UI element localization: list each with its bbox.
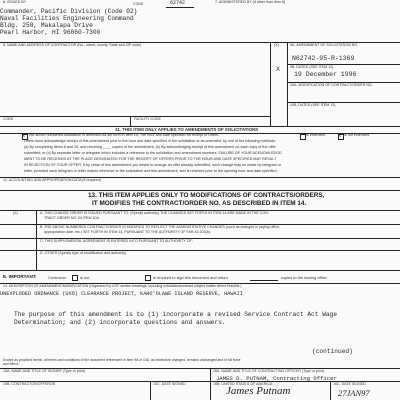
continued-note: (continued): [312, 348, 353, 355]
facility-code-label: FACILITY CODE: [134, 117, 161, 121]
item-11-body-4: MENT TO BE RECEIVED AT THE PLACE DESIGNATED FOR THE RECEIPT OF OFFERS PRIOR TO THE HOUR AND DATE SPECIFIED MAY RESULT: [24, 157, 277, 161]
item-13-x-label: (X): [13, 211, 18, 215]
project-title: UNEXPLODED ORDNANCE (UXO) CLEARANCE PROJECT, KAHO'OLAWE ISLAND RESERVE, HAWAII: [0, 291, 243, 297]
contractor-word: Contractor: [48, 275, 67, 280]
administered-by-label: 7. ADMINISTERED BY (If other than Item 6): [215, 0, 286, 4]
x-column-label: (X): [274, 43, 279, 47]
copies-tail-label: copies to the issuing office.: [281, 275, 328, 280]
item-11-line-1: The above numbered solicitation is amended as set forth in Item 14. The hour and date specified for receipt of Offers: [28, 133, 219, 137]
united-states-label: 16B. UNITED STATES OF AMERICA: [213, 382, 273, 386]
item-13-d-label: D. OTHER (Specify type of modification and authority): [40, 251, 127, 255]
item-11-body-3: submitted; or (c) By separate letter or telegram which includes a reference to the solicitation and amendment numbers. FAILURE OF YOUR ACKNOWLEDGE-: [24, 151, 283, 155]
item-11-body-5: IN REJECTION OF YOUR OFFER. If by virtue of this amendment you desire to change an offer already submitted, such change may be made by telegram or: [24, 163, 282, 167]
item-11-body-6: letter, provided each telegram or letter makes reference to the solicitation and this amendment, and is received prior to the opening hour and date specified.: [24, 169, 278, 173]
amendment-x-mark: X: [276, 67, 281, 73]
purpose-line-2: Determination; and (2) incorporate questions and answers.: [14, 319, 226, 326]
item-13-a-label-2: TRACT ORDER NO. IN ITEM 10A.: [44, 216, 100, 220]
is-extended-label: is extended,: [306, 133, 326, 137]
issued-by-line-4: Pearl Harbor, HI 96860-7300: [0, 29, 101, 36]
item-13-a-label: A. THIS CHANGE ORDER IS ISSUED PURSUANT TO: (Specify authority) THE CHANGES SET FORTH IN ITEM 14 ARE MADE IN THE CON-: [40, 211, 269, 215]
contractor-date-signed-label: 15C. DATE SIGNED: [153, 382, 186, 386]
purpose-line-1: The purpose of this amendment is to (1) incorporate a revised Service Contract Act Wage: [14, 311, 338, 318]
contractor-label: 8. NAME AND ADDRESS OF CONTRACTOR (No., street, county, State and ZIP code): [3, 43, 142, 47]
dated-label: 9B. DATED (SEE ITEM 11): [290, 65, 334, 69]
modification-dated-label: 10B. DATED (SEE ITEM 13): [290, 103, 336, 107]
except-line-2: and effect.: [3, 362, 19, 366]
issued-by-code: 62742: [170, 0, 186, 6]
except-line-1: Except as provided herein, all terms and conditions of the document referenced in Item 9A or 10A, as heretofore changed, remains unchanged and in full force: [3, 358, 241, 362]
issued-by-code-label: CODE: [133, 2, 144, 6]
is-required-checkbox[interactable]: [145, 275, 151, 281]
item-14-label: 14. DESCRIPTION OF AMENDMENT/MODIFICATION (Organized by UCF section headings, including solicitation/contract subject matter where feasible.): [3, 284, 242, 288]
amendment-solicitation-label: 9A. AMENDMENT OF SOLICITATION NO.: [290, 43, 359, 47]
item-13-c-label: C. THIS SUPPLEMENTAL AGREEMENT IS ENTERED INTO PURSUANT TO AUTHORITY OF:: [40, 239, 193, 243]
issued-by-line-1: Commander, Pacific Division (Code 02): [0, 8, 138, 15]
issued-by-line-2: Naval Facilities Engineering Command: [0, 15, 134, 22]
item-13-b-label-2: appropriation date, etc.) SET FORTH IN ITEM 14, PURSUANT TO THE AUTHORITY OF FAR 43.103(b).: [44, 230, 211, 234]
officer-date-signed-label: 16C. DATE SIGNED: [333, 382, 366, 386]
item-13-heading-2: IT MODIFIES THE CONTRACT/ORDER NO. AS DESCRIBED IN ITEM 14.: [92, 200, 307, 207]
contracting-officer-name: JAMES D. PUTNAM, Contracting Officer: [216, 375, 337, 382]
officer-signature: James Putnam: [226, 385, 291, 397]
amended-checkbox-mark: X: [22, 132, 26, 138]
item-11-body-1: Offers must acknowledge receipt of this amendment prior to the hour and date specified in the solicitation or as amended, by one of the following methods:: [24, 139, 276, 143]
is-required-label: is required to sign this document and return: [153, 275, 228, 280]
issued-by-label: 6. ISSUED BY: [3, 0, 27, 4]
modification-label: 10A. MODIFICATION OF CONTRACT/ORDER NO.: [290, 83, 373, 87]
item-12-label: 12. ACCOUNTING AND APPROPRIATION DATA (If required): [3, 178, 101, 182]
officer-date-signed: 27JAN97: [338, 388, 370, 398]
issued-by-line-3: Bldg. 258, Makalapa Drive: [0, 22, 93, 29]
is-not-checkbox[interactable]: [72, 275, 78, 281]
signer-name-label: 15A. NAME AND TITLE OF SIGNER (Type or print): [3, 369, 86, 373]
contractor-code-label: CODE: [3, 117, 14, 121]
dated-value: 19 December 1996: [294, 71, 357, 78]
item-13-b-label: B. THE ABOVE NUMBERED CONTRACT/ORDER IS MODIFIED TO REFLECT THE ADMINISTRATIVE CHANGES (such as changes in paying office,: [40, 225, 280, 229]
item-11-body-2: (a) By completing Items 8 and 15, and returning ____ copies of the amendment; (b) By acknowledging receipt of this amendment on each copy of the offer: [24, 145, 276, 149]
solicitation-number: N62742-95-R-1369: [292, 55, 355, 62]
is-not-extended-checkbox-mark: X: [338, 132, 342, 138]
is-extended-checkbox[interactable]: [300, 134, 306, 140]
contractor-offeror-label: 15B. CONTRACTOR/OFFEROR: [3, 382, 56, 386]
is-not-extended-label: is not extended.: [344, 133, 371, 137]
contracting-officer-label: 16A. NAME AND TITLE OF CONTRACTING OFFICER (Type or print): [213, 369, 325, 373]
is-not-label: is not,: [80, 275, 91, 280]
important-label: E. IMPORTANT:: [3, 274, 37, 279]
item-11-heading: 11. THIS ITEM ONLY APPLIES TO AMENDMENTS OF SOLICITATIONS: [115, 127, 259, 132]
item-13-heading-1: 13. THIS ITEM APPLIES ONLY TO MODIFICATIONS OF CONTRACTS/ORDERS,: [88, 192, 325, 199]
